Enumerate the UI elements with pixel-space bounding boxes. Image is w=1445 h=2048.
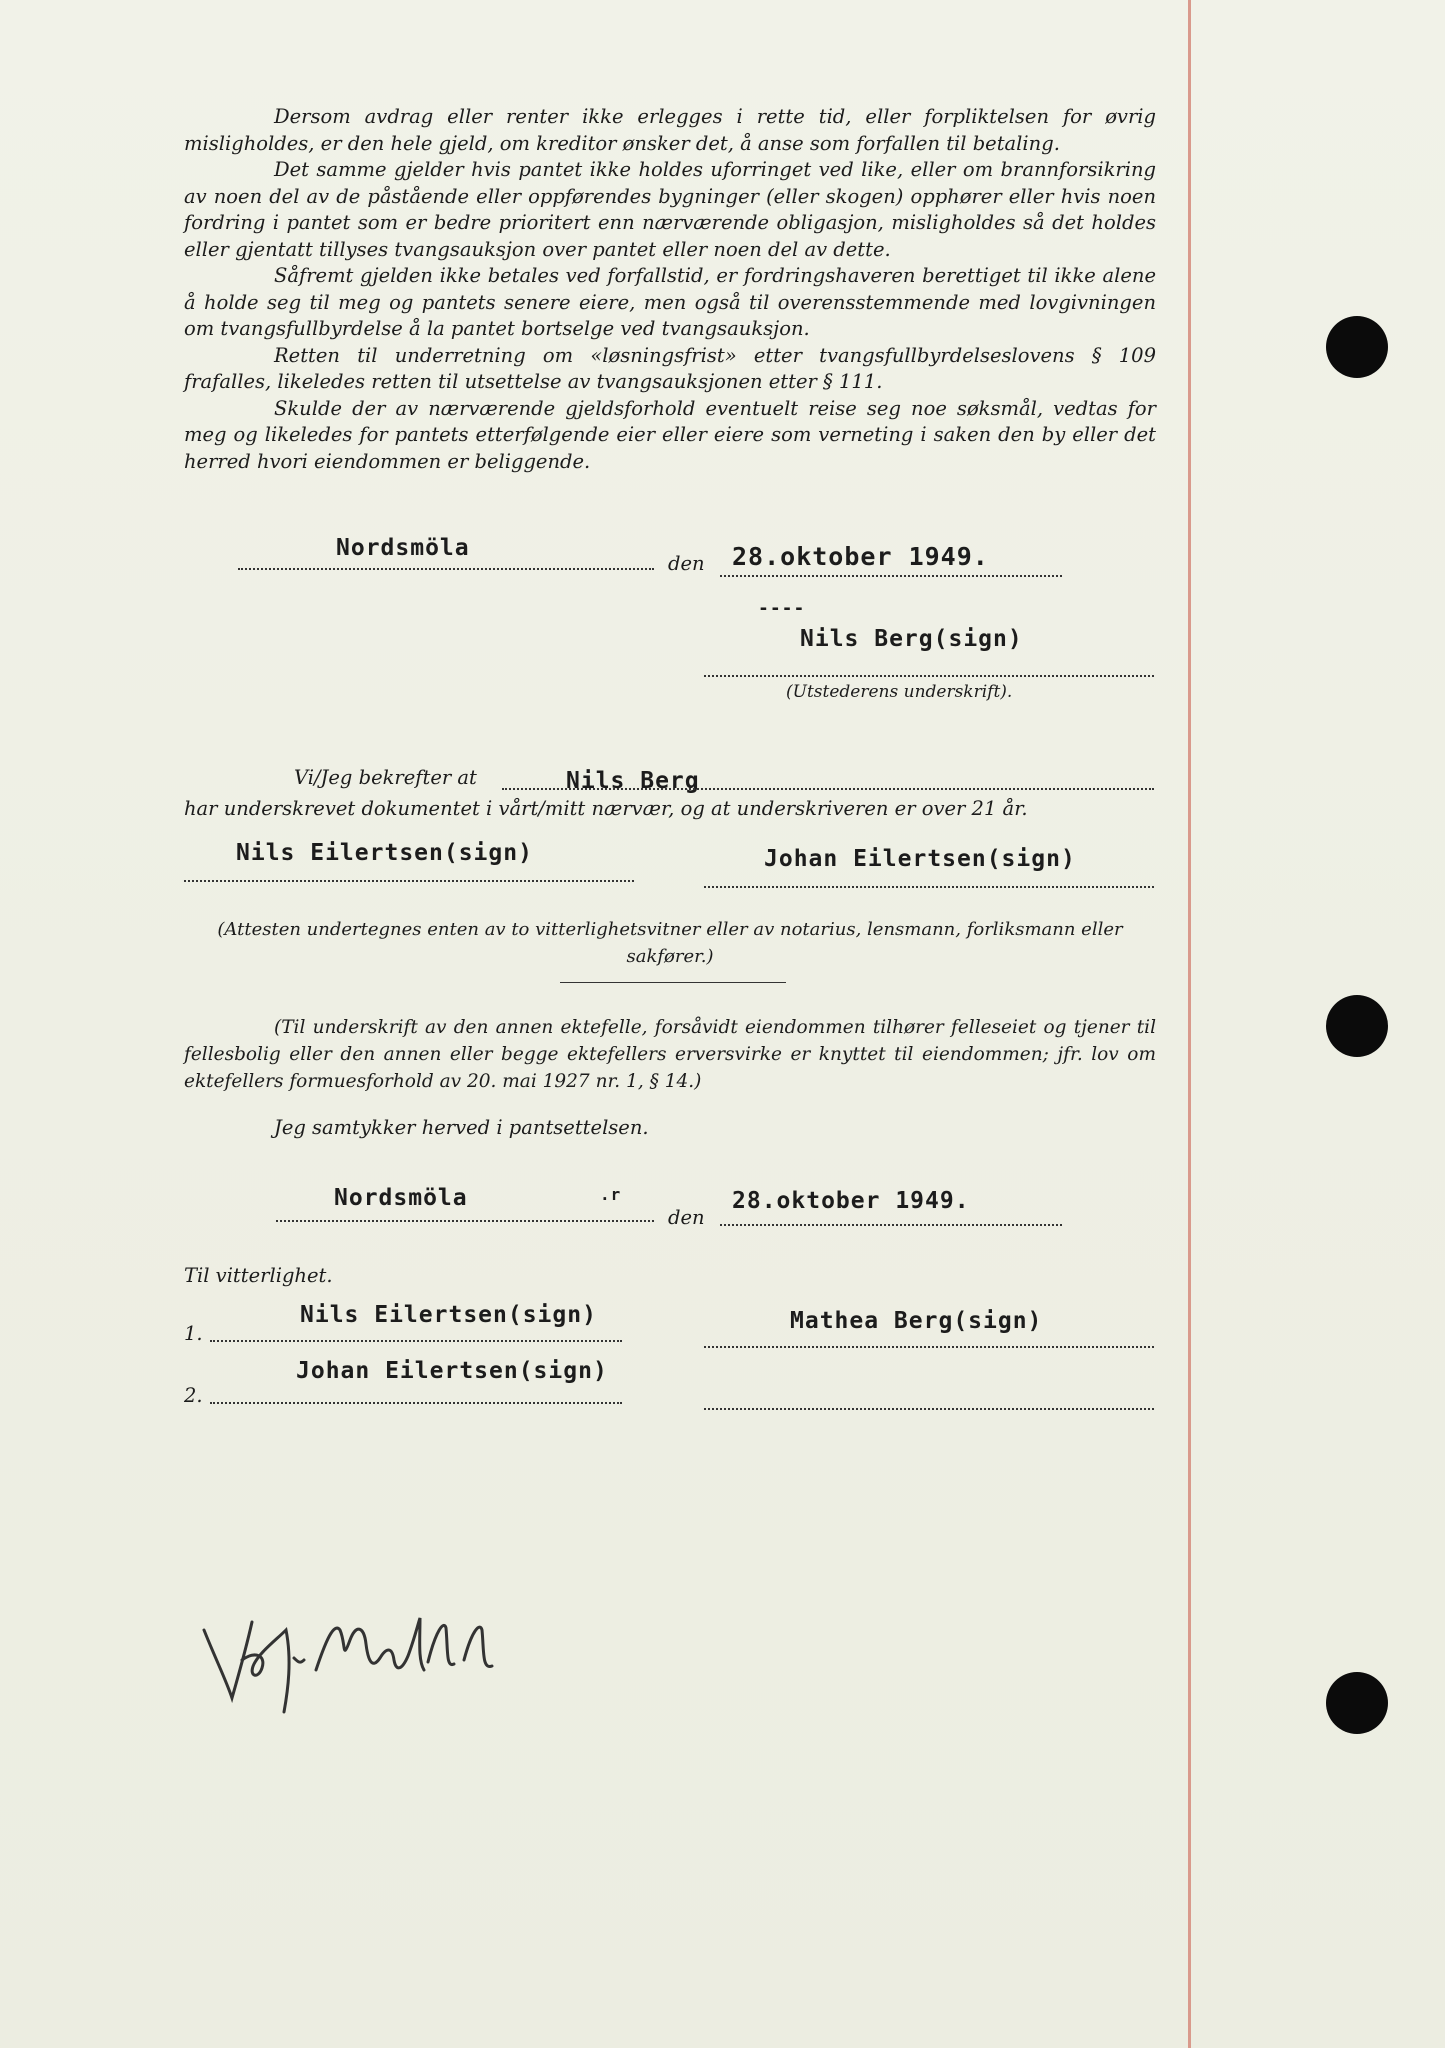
punch-hole [1326,316,1388,378]
dotted-line [210,1402,622,1404]
terms-section [184,104,1156,475]
spouse-signature: Mathea Berg(sign) [790,1308,1043,1334]
dotted-line [704,1346,1154,1348]
terms-paragraph-enforcement: Såfremt gjelden ikke betales ved forfallstid, er fordringshaveren berettiget til ikke alene å holde seg til meg og pantets senere eiere, men også til overensstemmende med lovgivningen om tvangsfullbyrdelse å la pantet bortselge ved tvangsauksjon. [184,264,1156,340]
terms-paragraph-venue: Skulde der av nærværende gjeldsforhold eventuelt reise seg noe søksmål, vedtas for meg og likeledes for pantets etterfølgende eier eller eiere som verneting i saken den by eller det herred hvori eiendommen er beliggende. [184,396,1156,473]
dotted-line [704,886,1154,888]
punch-hole [1326,995,1388,1057]
confirmed-name: Nils Berg [566,768,700,794]
dotted-line [184,880,634,882]
punch-hole [1326,1672,1388,1734]
issue-place: Nordsmöla [336,535,470,561]
confirmation-witness-2: Johan Eilertsen(sign) [764,846,1076,872]
dotted-line [276,1220,654,1222]
witness-heading: Til vitterlighet. [184,1264,333,1287]
issuer-signature: Nils Berg(sign) [800,626,1023,652]
handwritten-signature [196,1600,536,1720]
dotted-line [704,1408,1154,1410]
dotted-line [720,575,1062,577]
spouse-witness-1: Nils Eilertsen(sign) [300,1302,597,1328]
dotted-line [238,568,654,570]
issue-date: 28.oktober 1949. [732,542,989,571]
ink-mark: .r [600,1185,622,1204]
dotted-line [502,788,1154,790]
separator-line [560,982,786,983]
terms-paragraph-default: Dersom avdrag eller renter ikke erlegges i rette tid, eller forpliktelsen for øvrig misligholdes, er den hele gjeld, om kreditor ønsker det, å anse som forfallen til betaling. [184,105,1156,155]
dotted-line [720,1224,1062,1226]
spouse-witness-2: Johan Eilertsen(sign) [296,1358,608,1384]
issuer-caption: (Utstederens underskrift). [786,682,1013,702]
witness-number-1: 1. [184,1322,203,1345]
den-label: den [668,1206,705,1229]
den-label: den [668,552,705,575]
confirmation-text: har underskrevet dokumentet i vårt/mitt nærvær, og at underskriveren er over 21 år. [184,797,1028,820]
dotted-line [210,1340,622,1342]
red-margin-line [1188,0,1191,2048]
dotted-line [704,675,1154,677]
spouse-date: 28.oktober 1949. [732,1188,970,1214]
confirmation-lead: Vi/Jeg bekrefter at [294,766,477,789]
terms-paragraph-notice: Retten til underretning om «løsningsfrist» etter tvangsfullbyrdelseslovens § 109 frafalles, likeledes retten til utsettelse av tvangsauksjonen etter § 111. [184,343,1156,393]
confirmation-witness-1: Nils Eilertsen(sign) [236,840,533,866]
spouse-place: Nordsmöla [334,1185,468,1211]
dash-mark: ---- [758,598,806,619]
spouse-note: (Til underskrift av den annen ektefelle, forsåvidt eiendommen tilhører felleseiet og tjener til fellesbolig eller den annen eller begge ektefellers erversvirke er knyttet til eiendommen; jfr. lov om ektefellers formuesforhold av 20. mai 1927 nr. 1, § 14.) [184,1017,1156,1092]
attestation-note: (Attesten undertegnes enten av to vitterlighetsvitner eller av notarius, lensmann, forliksmann eller sakfører.) [217,919,1123,967]
consent-text: Jeg samtykker herved i pantsettelsen. [274,1116,649,1139]
witness-number-2: 2. [184,1384,203,1407]
terms-paragraph-maintenance: Det samme gjelder hvis pantet ikke holdes uforringet ved like, eller om brannforsikring av noen del av de påstående eller oppførendes bygninger (eller skogen) opphører eller hvis noen fordring i pantet som er bedre prioritert enn nærværende obligasjon, misligholdes så det holdes eller gjentatt tillyses tvangsauksjon over pantet eller noen del av dette. [184,158,1156,261]
